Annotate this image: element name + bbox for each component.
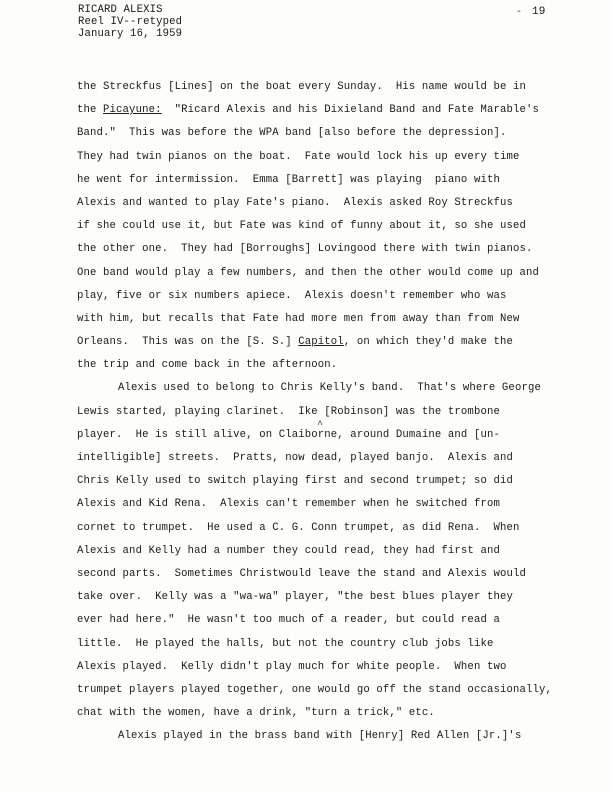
- line-text: take over. Kelly was a "wa-wa" player, "the best blues player they: [77, 591, 513, 604]
- line-text: ever had here." He wasn't too much of a reader, but could read a: [77, 614, 500, 627]
- line-text: the: [77, 104, 104, 117]
- text-line: [77, 192, 592, 215]
- text-line: [77, 563, 592, 586]
- underlined-title: Capitol: [298, 336, 344, 349]
- line-text: Alexis used to belong to Chris Kelly's band. That's where George: [118, 382, 541, 395]
- text-line: [77, 331, 592, 354]
- page-header: [78, 4, 182, 40]
- text-line: [77, 679, 592, 702]
- line-text: he went for intermission. Emma [Barrett] was playing piano with: [77, 173, 500, 186]
- text-line: [77, 540, 592, 563]
- text-line: [77, 633, 592, 656]
- text-line: [77, 725, 592, 748]
- line-text: player. He is still alive, on Claiborne, around Dumaine and [un-: [77, 428, 500, 441]
- insertion-caret: ^: [317, 420, 324, 431]
- line-text-continued: , on which they'd make the: [343, 336, 514, 349]
- line-text: if she could use it, but Fate was kind of funny about it, so she used: [77, 220, 527, 233]
- line-text: the other one. They had [Borroughs] Lovingood there with twin pianos.: [77, 243, 533, 256]
- line-text: One band would play a few numbers, and then the other would come up and: [77, 266, 540, 279]
- text-line: [77, 609, 592, 632]
- text-line: [77, 308, 592, 331]
- line-text: chat with the women, have a drink, "turn a trick," etc.: [77, 707, 435, 720]
- header-name: RICARD ALEXIS: [78, 4, 163, 16]
- line-text: Alexis and wanted to play Fate's piano. Alexis asked Roy Streckfus: [77, 196, 513, 209]
- text-line: [77, 424, 592, 447]
- line-text: little. He played the halls, but not the country club jobs like: [77, 637, 494, 650]
- line-text: Chris Kelly used to switch playing first and second trumpet; so did: [77, 475, 513, 488]
- text-line: [77, 354, 592, 377]
- line-text: Alexis played. Kelly didn't play much for white people. When two: [77, 660, 507, 673]
- text-line: [77, 76, 592, 99]
- text-line: [77, 517, 592, 540]
- text-line: [77, 401, 592, 424]
- line-text: Orleans. This was on the [S. S.]: [77, 336, 299, 349]
- line-text: play, five or six numbers apiece. Alexis doesn't remember who was: [77, 289, 507, 302]
- line-text: Alexis played in the brass band with [Henry] Red Allen [Jr.]'s: [118, 730, 522, 743]
- line-text: trumpet players played together, one would go off the stand occasionally,: [77, 683, 553, 696]
- text-line: [77, 586, 592, 609]
- text-line: [77, 169, 592, 192]
- text-line: [77, 285, 592, 308]
- line-text: the trip and come back in the afternoon.: [77, 359, 338, 372]
- line-text: Lewis started, playing clarinet. Ike [Robinson] was the trombone: [77, 405, 500, 418]
- text-line: [77, 447, 592, 470]
- line-text: second parts. Sometimes Christwould leave the stand and Alexis would: [77, 567, 527, 580]
- text-line: [77, 493, 592, 516]
- line-text: the Streckfus [Lines] on the boat every Sunday. His name would be in: [77, 81, 527, 93]
- transcript-body: [77, 76, 592, 748]
- line-text: cornet to trumpet. He used a C. G. Conn trumpet, as did Rena. When: [77, 521, 520, 534]
- line-text: They had twin pianos on the boat. Fate would lock his up every time: [77, 150, 520, 163]
- line-text: with him, but recalls that Fate had more men from away than from New: [77, 312, 520, 325]
- text-line: [77, 146, 592, 169]
- text-line: [77, 215, 592, 238]
- text-line: [77, 238, 592, 261]
- header-reel: Reel IV--retyped: [78, 16, 183, 28]
- underlined-title: Picayune:: [103, 104, 162, 117]
- text-line: [77, 702, 592, 725]
- text-line: [77, 99, 592, 122]
- line-text-continued: "Ricard Alexis and his Dixieland Band and Fate Marable's: [161, 104, 540, 117]
- text-line: [77, 262, 592, 285]
- header-date: January 16, 1959: [78, 28, 183, 40]
- line-text: Band." This was before the WPA band [also before the depression].: [77, 127, 507, 140]
- line-text: Alexis and Kelly had a number they could read, they had first and: [77, 544, 500, 557]
- page-number: 19: [532, 6, 546, 18]
- line-text: Alexis and Kid Rena. Alexis can't remember when he switched from: [77, 498, 500, 511]
- text-line: [77, 656, 592, 679]
- text-line: [77, 377, 592, 400]
- text-line: [77, 470, 592, 493]
- line-text: intelligible] streets. Pratts, now dead, played banjo. Alexis and: [77, 452, 513, 464]
- text-line: [77, 122, 592, 145]
- page-tick-mark: -: [516, 7, 523, 18]
